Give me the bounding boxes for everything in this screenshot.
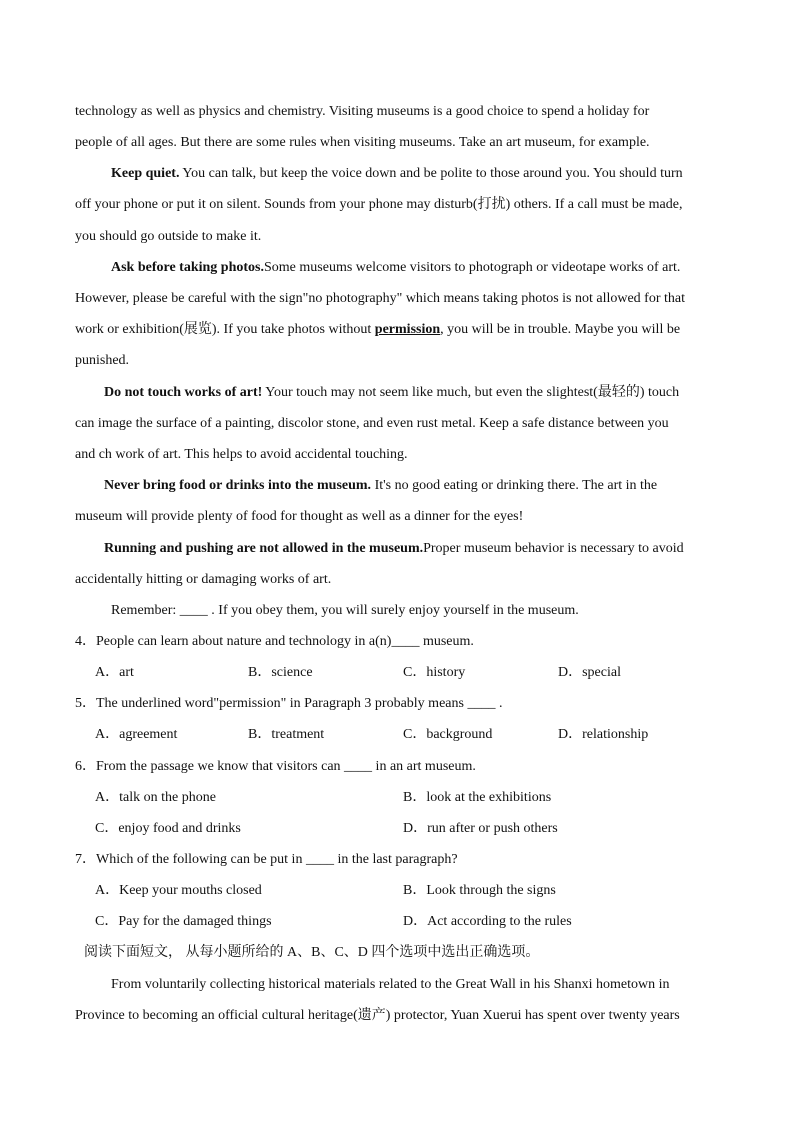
question-7-option-b[interactable]: B．Look through the signs [403, 883, 556, 898]
paragraph-no-food [104, 477, 657, 495]
question-6-option-c[interactable]: C．enjoy food and drinks [95, 821, 241, 836]
passage-line: However, please be careful with the sign"no photography" which means taking photos is not allowed for that [75, 291, 685, 306]
passage-line: accidentally hitting or damaging works of art. [75, 572, 332, 587]
underlined-word-permission: permission [374, 322, 441, 337]
rule-heading: Ask before taking photos. [111, 260, 264, 275]
rule-heading: Running and pushing are not allowed in the museum. [104, 541, 424, 556]
section-instruction: 阅读下面短文， 从每小题所给的 A、B、C、D 四个选项中选出正确选项。 [84, 945, 540, 960]
question-7-option-a[interactable]: A．Keep your mouths closed [95, 883, 262, 898]
passage-line: and ch work of art. This helps to avoid accidental touching. [75, 447, 408, 462]
question-6-option-a[interactable]: A．talk on the phone [95, 790, 216, 805]
passage-line: can image the surface of a painting, discolor stone, and even rust metal. Keep a safe distance between you [75, 416, 669, 431]
paragraph-no-running [104, 540, 684, 558]
rule-heading: Never bring food or drinks into the museum. [104, 478, 372, 493]
passage-line: technology as well as physics and chemistry. Visiting museums is a good choice to spend a holiday for [75, 104, 650, 119]
question-7-stem: 7．Which of the following can be put in ____ in the last paragraph? [75, 852, 458, 867]
question-5-option-d[interactable]: D．relationship [558, 727, 649, 742]
question-6-option-d[interactable]: D．run after or push others [403, 821, 558, 836]
paragraph-do-not-touch [104, 384, 679, 402]
passage-text: , you will be in trouble. Maybe you will be [440, 322, 681, 337]
passage-line: punished. [75, 353, 130, 368]
passage-line: Province to becoming an official cultural heritage(遗产) protector, Yuan Xuerui has spent over twenty years [75, 1008, 680, 1023]
passage-line [75, 321, 680, 339]
passage-line: off your phone or put it on silent. Sounds from your phone may disturb(打扰) others. If a call must be made, [75, 197, 683, 212]
question-6-stem: 6．From the passage we know that visitors can ____ in an art museum. [75, 759, 476, 774]
passage-text: You can talk, but keep the voice down and be polite to those around you. You should turn [179, 166, 683, 181]
rule-heading: Keep quiet. [111, 166, 180, 181]
question-5-option-c[interactable]: C．background [403, 727, 493, 742]
passage-text: It's no good eating or drinking there. The art in the [371, 478, 658, 493]
passage-line: museum will provide plenty of food for thought as well as a dinner for the eyes! [75, 509, 524, 524]
question-7-option-c[interactable]: C．Pay for the damaged things [95, 914, 272, 929]
passage-text: work or exhibition(展览). If you take photos without [75, 322, 375, 337]
question-4-stem: 4．People can learn about nature and technology in a(n)____ museum. [75, 634, 474, 649]
question-4-option-b[interactable]: B．science [248, 665, 313, 680]
question-5-stem: 5．The underlined word"permission" in Paragraph 3 probably means ____ . [75, 696, 503, 711]
question-6-option-b[interactable]: B．look at the exhibitions [403, 790, 552, 805]
paragraph-ask-photos [111, 259, 680, 277]
question-7-option-d[interactable]: D．Act according to the rules [403, 914, 572, 929]
question-5-option-b[interactable]: B．treatment [248, 727, 325, 742]
question-4-option-c[interactable]: C．history [403, 665, 466, 680]
passage-line: you should go outside to make it. [75, 229, 262, 244]
question-4-option-d[interactable]: D．special [558, 665, 621, 680]
passage-text: Proper museum behavior is necessary to avoid [423, 541, 684, 556]
paragraph-keep-quiet [111, 165, 683, 183]
question-5-option-a[interactable]: A．agreement [95, 727, 178, 742]
passage-text: Your touch may not seem like much, but even the slightest(最轻的) touch [262, 385, 680, 400]
remember-line: Remember: ____ . If you obey them, you will surely enjoy yourself in the museum. [111, 603, 579, 618]
question-4-option-a[interactable]: A．art [95, 665, 134, 680]
passage-text: Some museums welcome visitors to photograph or videotape works of art. [264, 260, 681, 275]
passage-line: people of all ages. But there are some rules when visiting museums. Take an art museum, for example. [75, 135, 650, 150]
rule-heading: Do not touch works of art! [104, 385, 263, 400]
passage-line: From voluntarily collecting historical materials related to the Great Wall in his Shanxi hometown in [111, 977, 670, 992]
